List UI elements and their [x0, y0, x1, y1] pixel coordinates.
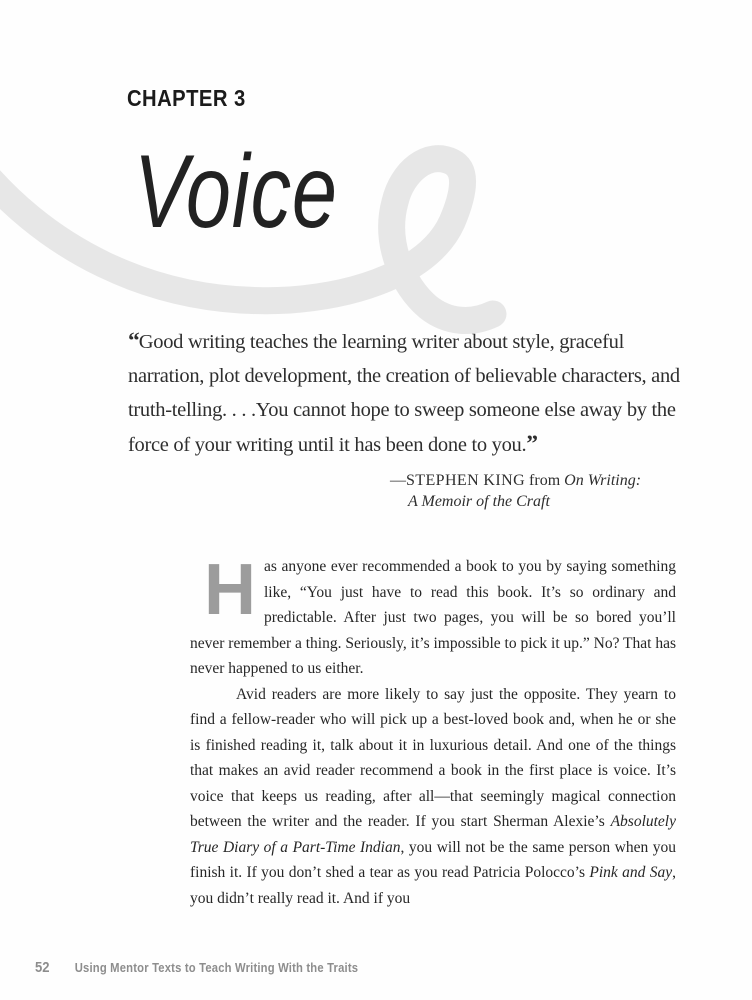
paragraph-1-text: as anyone ever recommended a book to you by saying something like, “You just have to read this book. It’s so ordinary and predictable. After just two pages, you will be so bored you’ll never remember a thing. Seriously, it’s impossible to pick it up.” No? That has never happened to us either. [190, 558, 677, 677]
open-quote-mark: “ [128, 328, 139, 354]
page-content [128, 324, 684, 911]
close-quote-mark: ” [526, 431, 538, 457]
attribution-line-2: A Memoir of the Craft [408, 493, 550, 510]
quote-attribution [390, 470, 678, 512]
running-footer-title: Using Mentor Texts to Teach Writing With the Traits [74, 961, 359, 975]
chapter-title: Voice [134, 134, 338, 250]
chapter-label: CHAPTER 3 [127, 85, 246, 111]
paragraph-1 [190, 550, 677, 682]
attribution-work-title: On Writing: [564, 472, 642, 489]
page-footer [35, 960, 358, 976]
page-number: 52 [35, 960, 50, 976]
paragraph-2 [190, 682, 676, 912]
attribution-line-1 [390, 470, 678, 491]
body-text [190, 550, 677, 911]
attribution-dash: — [390, 472, 406, 489]
attribution-connector: from [525, 472, 565, 489]
paragraph-2-text: Avid readers are more likely to say just the opposite. They yearn to find a fellow-reader who will pick up a best-loved book and, when he or she is finished reading it, talk about it in luxurious detail. And one of the things that makes an avid reader recommend a book in the first place is voice. It’s voice that keeps us reading, after all—that seemingly magical connection between the writer and the reader. If you start Sherman Alexie’s Absolutely True Diary of a Part-Time Indian, you will not be the same person when you finish it. If you don’t shed a tear as you read Patricia Polocco’s Pink and Say, you didn’t really read it. And if you [190, 685, 676, 907]
attribution-author: STEPHEN KING [406, 472, 526, 489]
epigraph-quote [128, 324, 684, 462]
epigraph-quote-text: Good writing teaches the learning writer about style, graceful narration, plot development, the creation of believable characters, and truth-telling. . . .You cannot hope to sweep someone else away by the force of your writing until it has been done to you. [128, 331, 680, 456]
drop-cap: H [204, 550, 256, 630]
